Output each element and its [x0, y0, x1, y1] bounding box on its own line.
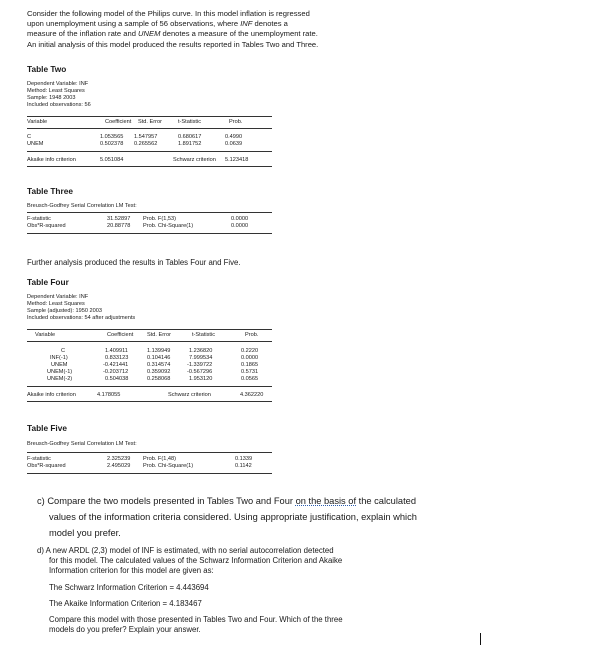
table-rule: [27, 401, 272, 402]
meta-line: Included observations: 56: [27, 101, 91, 108]
intro-paragraph: [27, 9, 372, 50]
table-cell: 0.0000: [241, 355, 259, 361]
further-analysis-text: Further analysis produced the results in Tables Four and Five.: [27, 258, 241, 267]
table-cell: 1.409911: [105, 348, 128, 354]
table-cell: 0.265562: [134, 141, 158, 147]
intro-var-inf: INF: [240, 19, 253, 29]
intro-text: denotes a: [252, 19, 288, 29]
meta-line: Method: Least Squares: [27, 300, 85, 307]
column-header: t-Statistic: [192, 332, 216, 338]
question-text-flagged: on the basis of: [295, 496, 357, 506]
column-header: Std. Error: [138, 119, 162, 125]
question-line: The Schwarz Information Criterion = 4.443694: [49, 582, 209, 592]
table-rule: [27, 341, 272, 342]
table-cell: -1.339722: [187, 362, 213, 368]
sc-label: Schwarz criterion: [173, 157, 216, 163]
table-cell: -0.421441: [103, 362, 129, 368]
intro-line: An initial analysis of this model produced the results reported in Tables Two and Three.: [27, 39, 319, 49]
table-rule: [27, 233, 272, 234]
table-cell: 31.52897: [107, 216, 131, 222]
meta-line: Included observations: 54 after adjustments: [27, 314, 136, 321]
table-cell: INF(-1): [50, 355, 68, 361]
question-line: [37, 494, 477, 510]
text-cursor: [480, 633, 481, 645]
meta-line: Method: Least Squares: [27, 87, 85, 94]
sc-value: 5.123418: [225, 157, 249, 163]
table-two-title: Table Two: [27, 64, 67, 74]
aic-value: 4.178055: [97, 392, 121, 398]
table-cell: 2.495029: [107, 463, 131, 469]
table-two-meta: [27, 81, 91, 109]
question-line: models do you prefer? Explain your answer.: [49, 625, 201, 635]
table-cell: 0.1142: [235, 463, 252, 469]
table-cell: 1.953120: [189, 376, 213, 382]
table-cell: 7.999534: [189, 355, 213, 361]
table-rule: [27, 151, 272, 152]
table-cell: 0.258068: [147, 376, 171, 382]
question-text: the calculated: [356, 496, 417, 506]
question-d: [37, 546, 437, 635]
table-cell: 0.2220: [241, 348, 259, 354]
aic-value: 5.051084: [100, 157, 124, 163]
table-five-test-title: Breusch-Godfrey Serial Correlation LM Test:: [27, 441, 137, 447]
question-text: c) Compare the two models presented in Tables Two and Four: [37, 496, 296, 506]
question-line: Information criterion for this model are given as:: [49, 566, 214, 576]
table-cell: 0.0000: [231, 223, 249, 229]
table-rule: [27, 128, 272, 129]
table-cell: Prob. F(1,48): [143, 456, 176, 462]
table-cell: 1.891752: [178, 141, 202, 147]
table-rule: [27, 386, 272, 387]
table-three-title: Table Three: [27, 186, 73, 196]
table-cell: 1.053565: [100, 134, 124, 140]
intro-var-unem: UNEM: [138, 29, 161, 39]
question-line: d) A new ARDL (2,3) model of INF is estimated, with no serial autocorrelation detected: [37, 546, 334, 555]
table-cell: 0.5731: [241, 369, 259, 375]
table-cell: 0.833123: [105, 355, 129, 361]
intro-text: measure of the inflation rate and: [27, 29, 139, 39]
meta-line: Sample: 1948 2003: [27, 94, 76, 101]
question-line: Compare this model with those presented in Tables Two and Four. Which of the three: [49, 615, 343, 625]
table-three: [27, 212, 272, 242]
column-header: Prob.: [245, 332, 259, 338]
aic-label: Akaike info criterion: [27, 392, 76, 398]
aic-label: Akaike info criterion: [27, 157, 76, 163]
table-cell: Prob. Chi-Square(1): [143, 463, 194, 469]
table-cell: 2.325239: [107, 456, 131, 462]
table-cell: 0.1339: [235, 456, 253, 462]
intro-line: [27, 19, 372, 29]
table-cell: 1.139949: [147, 348, 171, 354]
table-cell: UNEM: [27, 141, 44, 147]
table-cell: 1.236820: [189, 348, 213, 354]
meta-line: Dependent Variable: INF: [27, 294, 89, 300]
table-cell: -0.567296: [187, 369, 213, 375]
table-cell: UNEM(-1): [47, 369, 73, 375]
sc-label: Schwarz criterion: [168, 392, 211, 398]
table-cell: Obs*R-squared: [27, 223, 66, 229]
question-line: values of the information criteria considered. Using appropriate justification, explain which: [49, 511, 417, 522]
table-cell: C: [61, 348, 66, 354]
table-cell: 1.547957: [134, 134, 158, 140]
meta-line: Dependent Variable: INF: [27, 81, 89, 87]
table-four-meta: [27, 294, 135, 322]
table-five: [27, 452, 272, 482]
table-cell: 0.104146: [147, 355, 171, 361]
table-cell: 20.88778: [107, 223, 131, 229]
table-rule: [27, 452, 272, 453]
table-cell: Prob. Chi-Square(1): [143, 223, 194, 229]
table-four-title: Table Four: [27, 277, 69, 287]
table-cell: 0.4990: [225, 134, 243, 140]
sc-value: 4.362220: [240, 392, 264, 398]
table-cell: 0.1865: [241, 362, 259, 368]
intro-text: denotes a measure of the unemployment rate.: [160, 29, 318, 39]
table-rule: [27, 329, 272, 330]
table-three-test-title: Breusch-Godfrey Serial Correlation LM Test:: [27, 203, 137, 209]
table-cell: 0.680617: [178, 134, 202, 140]
question-line: model you prefer.: [49, 527, 121, 538]
question-line: The Akaike Information Criterion = 4.183467: [49, 598, 202, 608]
table-cell: UNEM(-2): [47, 376, 73, 382]
table-cell: C: [27, 134, 32, 140]
table-two: [27, 116, 272, 176]
table-rule: [27, 212, 272, 213]
question-c: [37, 494, 477, 541]
table-rule: [27, 116, 272, 117]
table-cell: 0.359092: [147, 369, 171, 375]
table-cell: 0.0565: [241, 376, 259, 382]
column-header: t-Statistic: [178, 119, 202, 125]
column-header: Coefficient: [107, 332, 134, 338]
column-header: Std. Error: [147, 332, 171, 338]
column-header: Variable: [35, 332, 56, 338]
table-four: [27, 329, 272, 409]
table-cell: -0.203712: [103, 369, 129, 375]
table-cell: 0.504038: [105, 376, 129, 382]
table-cell: 0.314574: [147, 362, 171, 368]
table-cell: 0.0000: [231, 216, 249, 222]
table-cell: 0.0639: [225, 141, 243, 147]
table-cell: Prob. F(1,53): [143, 216, 176, 222]
intro-line: [27, 29, 372, 39]
table-cell: Obs*R-squared: [27, 463, 66, 469]
table-cell: F-statistic: [27, 216, 51, 222]
table-cell: UNEM: [51, 362, 68, 368]
intro-line: Consider the following model of the Philips curve. In this model inflation is regressed: [27, 9, 310, 18]
table-cell: 0.502378: [100, 141, 124, 147]
table-rule: [27, 473, 272, 474]
intro-text: upon unemployment using a sample of 56 observations, where: [27, 19, 241, 29]
table-five-title: Table Five: [27, 423, 67, 433]
table-rule: [27, 166, 272, 167]
table-cell: F-statistic: [27, 456, 51, 462]
column-header: Coefficient: [105, 119, 132, 125]
column-header: Variable: [27, 119, 48, 125]
question-line: for this model. The calculated values of the Schwarz Information Criterion and Akaike: [49, 556, 343, 566]
column-header: Prob.: [229, 119, 243, 125]
meta-line: Sample (adjusted): 1950 2003: [27, 307, 102, 314]
